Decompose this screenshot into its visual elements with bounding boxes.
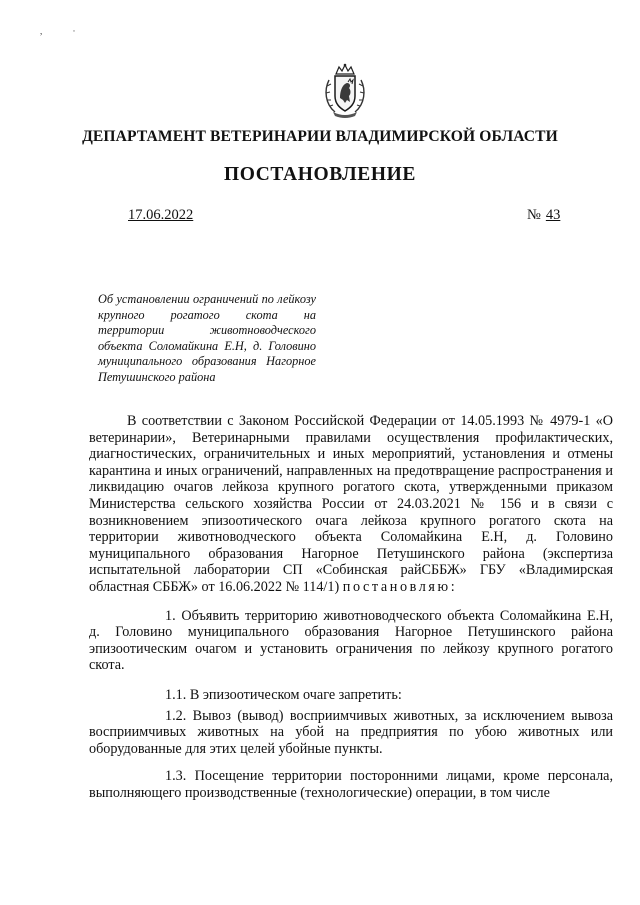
number-value: 43 — [545, 207, 561, 223]
clause-text: Вывоз (вывод) восприимчивых животных, за исключением вывоза восприимчивых животных на убой на предприятия по убою животных или оборудованные для этих целей убойные пункты. — [89, 707, 614, 757]
scan-specks: , · — [40, 26, 90, 36]
document-number — [527, 207, 560, 224]
document-body — [89, 413, 613, 801]
preamble-text: В соответствии с Законом Российской Федерации от 14.05.1993 № 4979-1 «О ветеринарии», Ветеринарными правилами осуществления профилактических, диагностических, ограничительных и иных мероприятий, установления и отмены карантина и иных ограничений, направленных на предотвращение распространения и ликвидацию очагов лейкоза крупного рогатого скота, утвержденными приказом Министерства сельского хозяйства России от 24.03.2021 № 156 и в связи с возникновением эпизоотического очага лейкоза крупного рогатого скота на территории животноводческого объекта Соломайкина Е.Н, д. Головино муниципального образования Нагорное Петушинского района (экспертиза испытательной лаборатории СП «Собинская райСББЖ» ГБУ «Владимирская областная СББЖ» от 16.06.2022 № 114/1) — [89, 413, 613, 595]
document-date: 17.06.2022 — [128, 207, 194, 223]
clause-1-2 — [89, 708, 613, 758]
clause-1 — [89, 608, 613, 674]
clause-number: 1.2. — [165, 707, 187, 724]
coat-of-arms-icon — [321, 62, 369, 120]
clause-text: Объявить территорию животноводческого объекта Соломайкина Е.Н, д. Головино муниципального образования Нагорное Петушинского района эпизоотическим очагом и установить ограничения по лейкозу крупного рогатого скота. — [89, 607, 614, 674]
number-prefix: № — [527, 207, 541, 223]
clause-text: В эпизоотическом очаге запретить: — [189, 686, 402, 703]
clause-1-1 — [89, 687, 613, 704]
clause-1-3 — [89, 768, 613, 801]
resolve-word: постановляю: — [342, 578, 458, 595]
clause-number: 1. — [165, 607, 176, 624]
document-subject: Об установлении ограничений по лейкозу крупного рогатого скота на территории животноводческого объекта Соломайкина Е.Н, д. Головино муниципального образования Нагорное Петушинского района — [98, 292, 316, 384]
preamble-paragraph — [89, 413, 613, 596]
clause-text: Посещение территории посторонними лицами, кроме персонала, выполняющего производственные (технологические) операции, в том числе — [89, 768, 614, 801]
department-title: ДЕПАРТАМЕНТ ВЕТЕРИНАРИИ ВЛАДИМИРСКОЙ ОБЛАСТИ — [82, 128, 558, 145]
clause-number: 1.3. — [165, 768, 187, 785]
document-type-heading: ПОСТАНОВЛЕНИЕ — [223, 164, 417, 185]
clause-number: 1.1. — [165, 686, 187, 703]
